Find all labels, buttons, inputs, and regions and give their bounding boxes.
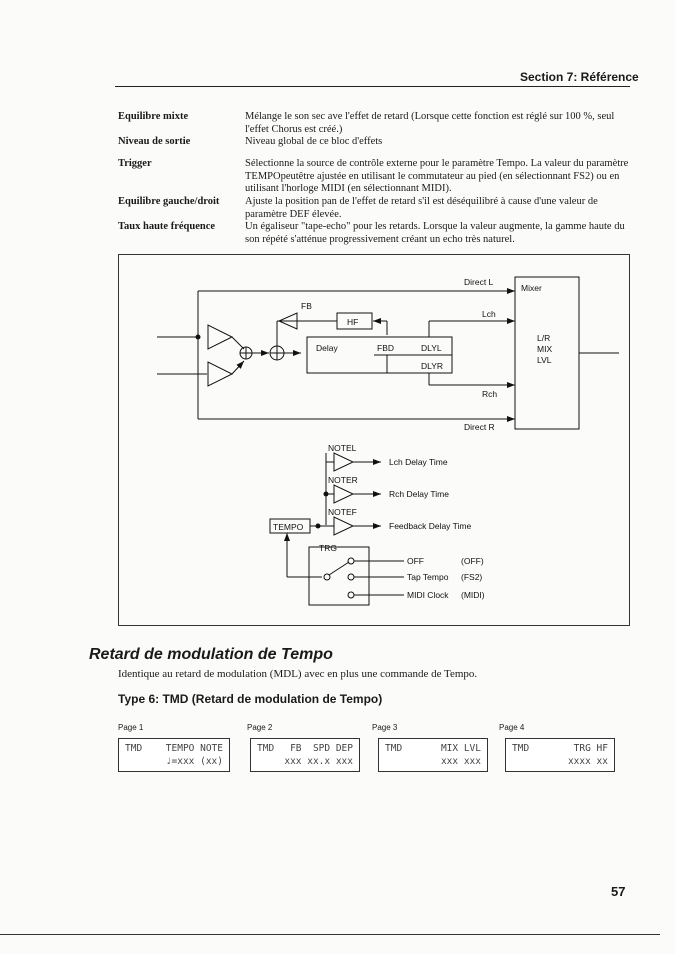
- section-title: Retard de modulation de Tempo: [89, 646, 333, 663]
- section-body: Identique au retard de modulation (MDL) avec en plus une commande de Tempo.: [118, 668, 478, 680]
- page-label-2: Page 2: [247, 723, 273, 732]
- label-tap-code: (FS2): [461, 572, 483, 582]
- label-lvl: LVL: [537, 355, 552, 365]
- desc-trigger: Sélectionne la source de contrôle externe pour le paramètre Tempo. La valeur du paramètre TEMPOpeutêtre ajustée en utilisant le commutateur au pied (en sélectionnant FS2) ou en utilisant l'horloge MIDI (en sélectionnant MIDI).: [245, 158, 629, 194]
- lcd-page-4: [505, 738, 615, 772]
- lcd-page-2: [250, 738, 360, 772]
- header-rule: [115, 86, 630, 87]
- label-feedback-delay-time: Feedback Delay Time: [389, 521, 472, 531]
- lcd-1-line1-right: TEMPO NOTE: [165, 743, 223, 754]
- lcd-2-line1-left: TMD: [257, 743, 275, 754]
- lcd-page-1: [118, 738, 230, 772]
- term-output-level: Niveau de sortie: [118, 136, 191, 147]
- label-hf: HF: [347, 317, 359, 327]
- lcd-4-line2: xxxx xx: [567, 756, 608, 767]
- label-noter: NOTER: [328, 475, 358, 485]
- term-high-freq-ratio: Taux haute fréquence: [118, 221, 216, 232]
- label-fb: FB: [301, 301, 312, 311]
- desc-output-level: Niveau global de ce bloc d'effets: [245, 136, 383, 147]
- label-mixer: Mixer: [521, 283, 542, 293]
- label-direct-r: Direct R: [464, 422, 495, 432]
- label-midi-code: (MIDI): [461, 590, 485, 600]
- lcd-page-3: [378, 738, 488, 772]
- label-notef: NOTEF: [328, 507, 357, 517]
- label-lch: Lch: [482, 309, 496, 319]
- label-off-code: (OFF): [461, 556, 484, 566]
- term-trigger: Trigger: [118, 158, 152, 169]
- label-lr: L/R: [537, 333, 551, 343]
- lcd-3-line2: xxx xxx: [440, 756, 481, 767]
- desc-lr-balance: Ajuste la position pan de l'effet de retard s'il est déséquilibré à cause d'une valeur de paramètre DEF élevée.: [245, 196, 598, 220]
- term-lr-balance: Equilibre gauche/droit: [118, 196, 220, 207]
- page-label-1: Page 1: [118, 723, 144, 732]
- label-lch-delay-time: Lch Delay Time: [389, 457, 448, 467]
- lcd-4-line1-left: TMD: [512, 743, 530, 754]
- type-heading: Type 6: TMD (Retard de modulation de Tempo): [118, 692, 383, 706]
- page-label-4: Page 4: [499, 723, 525, 732]
- lcd-3-line1-left: TMD: [385, 743, 403, 754]
- label-direct-l: Direct L: [464, 277, 494, 287]
- label-delay: Delay: [316, 343, 338, 353]
- page-number: 57: [611, 884, 626, 899]
- lcd-2-line1-right: FB SPD DEP: [290, 743, 353, 754]
- label-tap-tempo: Tap Tempo: [407, 572, 449, 582]
- label-off: OFF: [407, 556, 424, 566]
- bottom-rule: [0, 934, 660, 935]
- lcd-2-line2: xxx xx.x xxx: [284, 756, 353, 767]
- label-notel: NOTEL: [328, 443, 357, 453]
- desc-high-freq-ratio: Un égaliseur "tape-echo" pour les retards. Lorsque la valeur augmente, la gamme haute du son répété s'atténue progressivement créant un echo très naturel.: [245, 221, 625, 245]
- label-mix: MIX: [537, 344, 553, 354]
- label-rch: Rch: [482, 389, 498, 399]
- page-label-3: Page 3: [372, 723, 398, 732]
- desc-mix-balance: Mélange le son sec ave l'effet de retard (Lorsque cette fonction est réglé sur 100 %, seul l'effet Chorus est créé.): [245, 111, 615, 135]
- label-trg: TRG: [319, 543, 337, 553]
- lcd-3-line1-right: MIX LVL: [440, 743, 481, 754]
- label-rch-delay-time: Rch Delay Time: [389, 489, 449, 499]
- lcd-1-line1-left: TMD: [125, 743, 143, 754]
- block-diagram: [118, 254, 630, 626]
- term-mix-balance: Equilibre mixte: [118, 111, 189, 122]
- section-header: Section 7: Référence: [520, 70, 639, 84]
- label-dlyl: DLYL: [421, 343, 442, 353]
- lcd-1-line2: ♩=xxx (xx): [165, 756, 223, 767]
- label-tempo: TEMPO: [273, 522, 304, 532]
- lcd-4-line1-right: TRG HF: [573, 743, 608, 754]
- label-dlyr: DLYR: [421, 361, 444, 371]
- label-fbd: FBD: [377, 343, 394, 353]
- label-midi-clock: MIDI Clock: [407, 590, 449, 600]
